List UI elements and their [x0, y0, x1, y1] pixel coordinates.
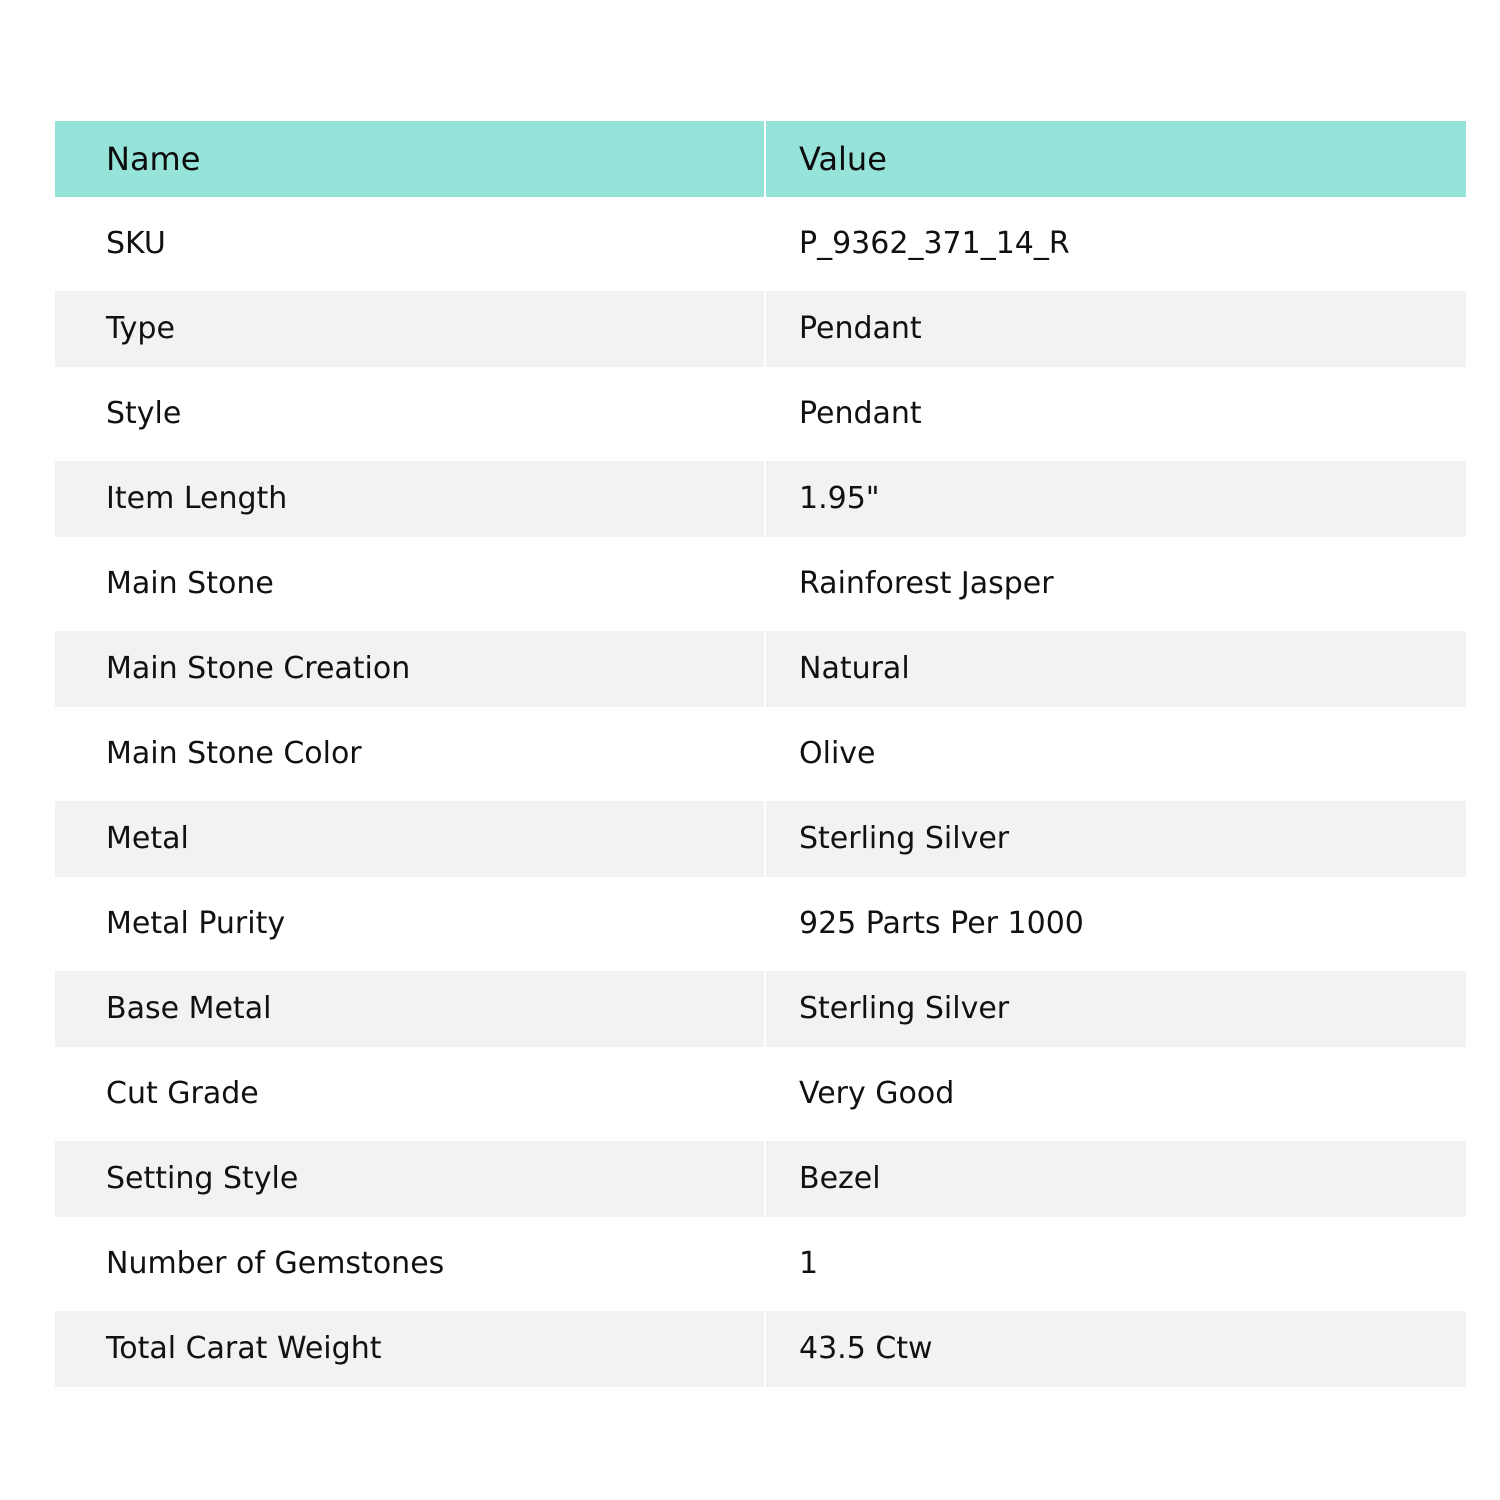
row-value: Olive	[799, 736, 876, 771]
row-value: Bezel	[766, 1141, 1466, 1217]
row-name: Main Stone Creation	[55, 631, 766, 707]
row-value: 1	[799, 1246, 819, 1281]
row-name: Metal	[55, 801, 766, 877]
row-name: Type	[55, 291, 766, 367]
table-row-main-stone-color	[55, 707, 1466, 801]
row-value: P_9362_371_14_R	[799, 226, 1070, 261]
row-value: 925 Parts Per 1000	[799, 906, 1084, 941]
table-row-main-stone	[55, 537, 1466, 631]
row-value: 1.95"	[766, 461, 1466, 537]
row-value: Pendant	[766, 291, 1466, 367]
row-value: Very Good	[799, 1076, 955, 1111]
row-value: 43.5 Ctw	[766, 1311, 1466, 1387]
table-row-sku	[55, 197, 1466, 291]
table-row-metal	[55, 801, 1466, 877]
row-value: Natural	[766, 631, 1466, 707]
table-row-setting-style	[55, 1141, 1466, 1217]
table-row-type	[55, 291, 1466, 367]
table-row-main-stone-creation	[55, 631, 1466, 707]
row-name: Base Metal	[55, 971, 766, 1047]
table-row-cut-grade	[55, 1047, 1466, 1141]
header-row	[55, 121, 1466, 197]
row-value: Pendant	[799, 396, 922, 431]
row-value: Sterling Silver	[766, 801, 1466, 877]
row-value: Rainforest Jasper	[799, 566, 1054, 601]
row-name: Style	[55, 367, 766, 461]
row-name: Setting Style	[55, 1141, 766, 1217]
table-row-style	[55, 367, 1466, 461]
row-name: Item Length	[55, 461, 766, 537]
table-row-number-of-gemstones	[55, 1217, 1466, 1311]
table-row-metal-purity	[55, 877, 1466, 971]
row-name: Main Stone Color	[55, 707, 766, 801]
row-name: SKU	[55, 197, 766, 291]
row-name: Main Stone	[55, 537, 766, 631]
product-specs-table	[55, 121, 1466, 1387]
row-name: Cut Grade	[55, 1047, 766, 1141]
table-header	[55, 121, 1466, 197]
table-row-item-length	[55, 461, 1466, 537]
row-name: Metal Purity	[55, 877, 766, 971]
row-name: Number of Gemstones	[55, 1217, 766, 1311]
table-body	[55, 197, 1466, 1387]
column-header-value: Value	[766, 121, 1466, 197]
row-value: Sterling Silver	[766, 971, 1466, 1047]
row-name: Total Carat Weight	[55, 1311, 766, 1387]
column-header-name: Name	[55, 121, 766, 197]
table-row-total-carat-weight	[55, 1311, 1466, 1387]
table-row-base-metal	[55, 971, 1466, 1047]
